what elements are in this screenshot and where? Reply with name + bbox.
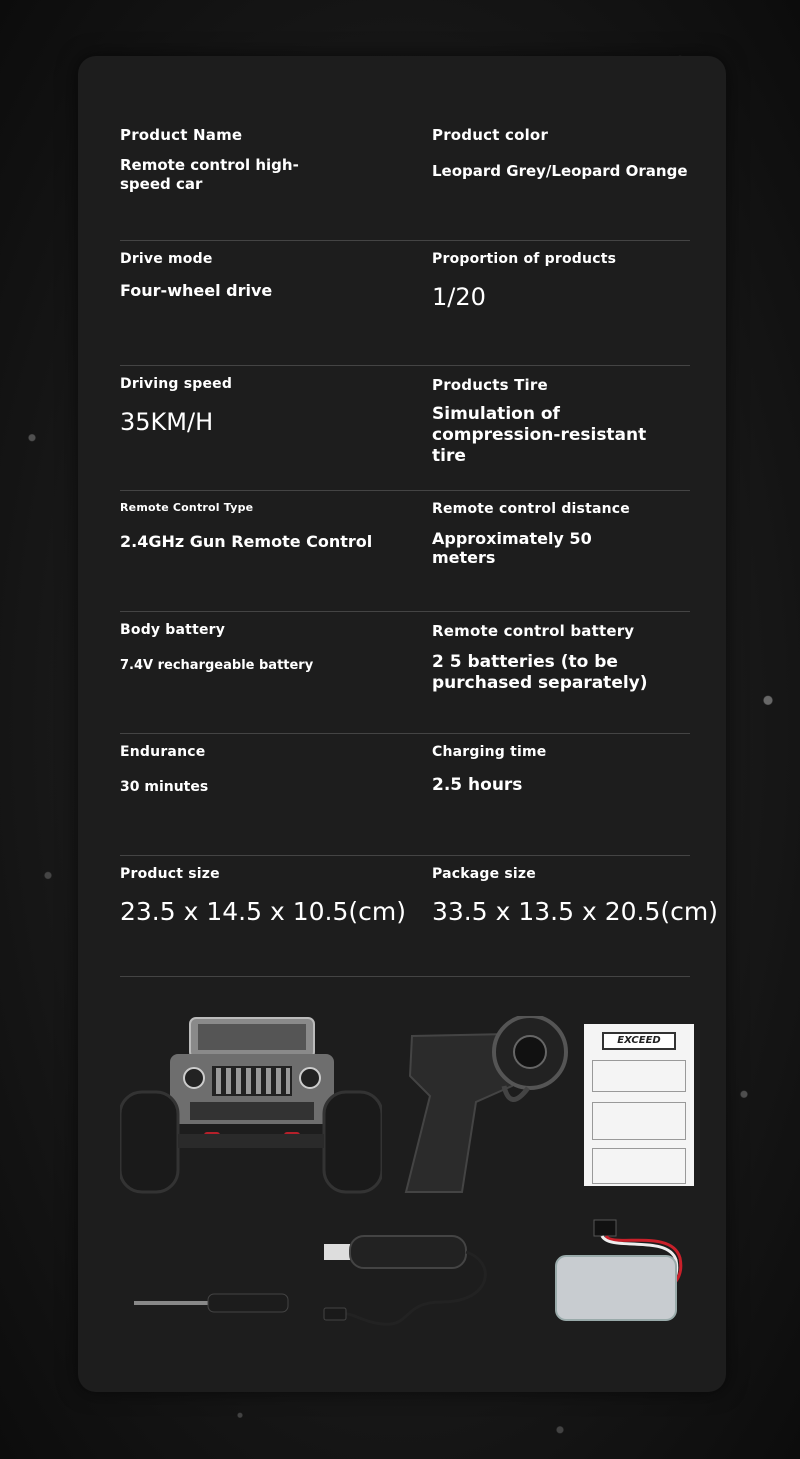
spec-row-battery (120, 612, 690, 734)
remote-controller-image (400, 1016, 570, 1194)
spec-value: Four-wheel drive (120, 281, 273, 300)
spec-value: 2.4GHz Gun Remote Control (120, 532, 373, 551)
spec-value: 1/20 (432, 283, 486, 311)
manual-logo: EXCEED (602, 1032, 676, 1050)
spec-value: 30 minutes (120, 779, 209, 795)
spec-row-endurance (120, 734, 690, 856)
spec-label: Endurance (120, 744, 206, 760)
spec-label: Proportion of products (432, 251, 617, 267)
spec-label: Remote Control Type (120, 501, 254, 514)
spec-value: 7.4V rechargeable battery (120, 658, 314, 673)
spec-label: Driving speed (120, 376, 233, 392)
spec-label: Product Name (120, 126, 243, 144)
spec-label: Drive mode (120, 251, 213, 267)
spec-label: Product color (432, 126, 549, 144)
battery-pack-image (552, 1218, 692, 1328)
spec-label: Products Tire (432, 376, 548, 394)
spec-value: 35KM/H (120, 408, 214, 436)
screwdriver-image (132, 1288, 292, 1318)
spec-row-drive (120, 241, 690, 366)
rc-car-image (120, 1014, 382, 1194)
spec-table (120, 116, 718, 977)
spec-label: Charging time (432, 744, 547, 760)
spec-label: Package size (432, 866, 536, 882)
spec-value: Approximately 50 meters (432, 529, 592, 567)
instruction-manual-image (584, 1024, 694, 1186)
spec-row-remote (120, 491, 690, 612)
spec-label: Remote control battery (432, 622, 635, 640)
spec-label: Body battery (120, 622, 226, 638)
spec-value: 33.5 x 13.5 x 20.5(cm) (432, 897, 718, 926)
spec-row-speed (120, 366, 690, 491)
spec-value: 2.5 hours (432, 775, 523, 795)
spec-value: Simulation of compression-resistant tire (432, 404, 647, 466)
spec-row-size (120, 856, 718, 977)
spec-panel (78, 56, 726, 1392)
spec-value: 23.5 x 14.5 x 10.5(cm) (120, 897, 406, 926)
spec-value: Leopard Grey/Leopard Orange (432, 162, 688, 180)
spec-label: Product size (120, 866, 220, 882)
spec-row-name (120, 116, 690, 241)
package-contents (78, 996, 726, 1376)
spec-label: Remote control distance (432, 501, 630, 517)
spec-value: 2 5 batteries (to be purchased separately) (432, 652, 648, 693)
usb-charger-image (322, 1232, 502, 1332)
spec-value: Remote control high-speed car (120, 156, 299, 193)
